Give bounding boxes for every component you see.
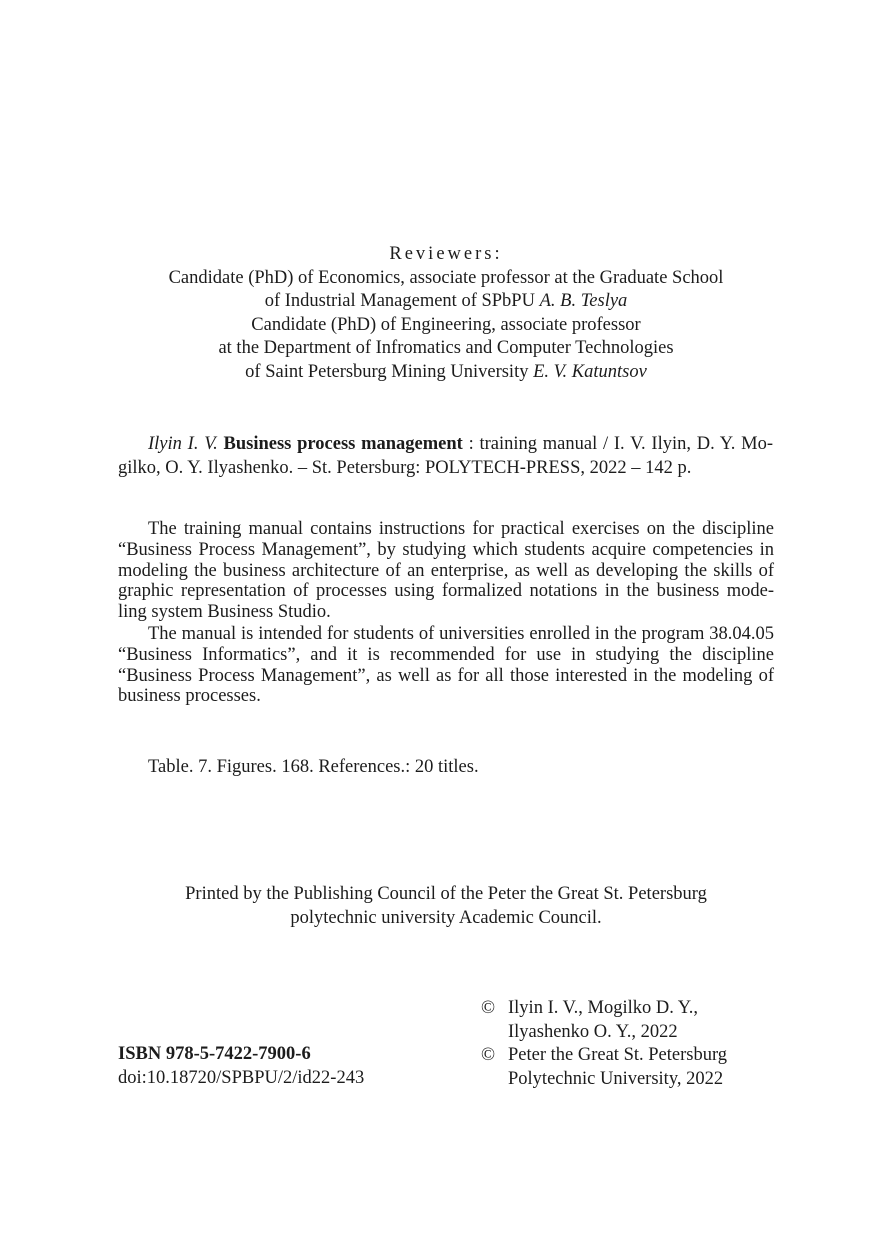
publishing-council-note	[90, 883, 802, 930]
abstract-paragraph-2: The manual is intended for students of universities enrolled in the program 38.04.05 “Business Informatics”, and it is recommended for use in studying the discipline “Business Process Management”, as well as for all those interested in the modeling of business processes.	[118, 624, 774, 707]
copyright-authors-line-2: Ilyashenko O. Y., 2022	[508, 1021, 678, 1042]
copyright-university-line-2: Polytechnic University, 2022	[508, 1068, 724, 1089]
copyright-block	[481, 997, 727, 1091]
reviewer-2-line-2: at the Department of Infromatics and Computer Technologies	[218, 338, 674, 358]
copyright-authors-line-1: Ilyin I. V., Mogilko D. Y.,	[508, 998, 698, 1018]
council-line-2: polytechnic university Academic Council.	[290, 907, 602, 928]
council-line-1: Printed by the Publishing Council of the Peter the Great St. Petersburg	[185, 884, 707, 904]
copyright-authors	[481, 997, 727, 1044]
reviewer-2-line-3: of Saint Petersburg Mining University E. V. Katuntsov	[245, 361, 647, 382]
copyright-university	[481, 1044, 727, 1091]
reviewers-title: Reviewers:	[389, 244, 503, 264]
copyright-university-line-1: Peter the Great St. Petersburg	[508, 1045, 728, 1065]
reviewer-2-name: E. V. Katuntsov	[533, 361, 647, 382]
reviewer-1-name: A. B. Teslya	[539, 291, 628, 311]
reviewer-1-line-1: Candidate (PhD) of Economics, associate professor at the Graduate School	[168, 267, 724, 288]
bib-author: Ilyin I. V.	[148, 434, 218, 454]
copyright-symbol: ©	[481, 1045, 496, 1065]
bibliographic-record	[118, 432, 773, 480]
reviewer-2-line-1: Candidate (PhD) of Engineering, associate professor	[251, 314, 641, 335]
doi: doi:10.18720/SPBPU/2/id22-243	[118, 1067, 365, 1088]
bib-title: Business process management	[223, 434, 463, 454]
bib-details: : training manual / I. V. Ilyin, D. Y. Mo-gilko, O. Y. Ilyashenko. – St. Petersburg: POLYTECH-PRESS, 2022 – 142 p.	[118, 434, 774, 478]
reviewers-block	[90, 243, 802, 384]
isbn-block	[118, 1043, 364, 1090]
isbn: ISBN 978-5-7422-7900-6	[118, 1044, 311, 1064]
bibliographic-stats: Table. 7. Figures. 168. References.: 20 titles.	[148, 757, 479, 777]
abstract-paragraph-1: The training manual contains instructions for practical exercises on the discipline “Business Process Management”, by studying which students acquire competencies in modeling the business architecture of an enterprise, as well as developing the skills of graphic representation of processes using formalized notations in the business mode-ling system Business Studio.	[118, 519, 774, 623]
copyright-symbol: ©	[481, 998, 496, 1018]
reviewer-1-line-2: of Industrial Management of SPbPU A. B. Teslya	[264, 291, 628, 311]
